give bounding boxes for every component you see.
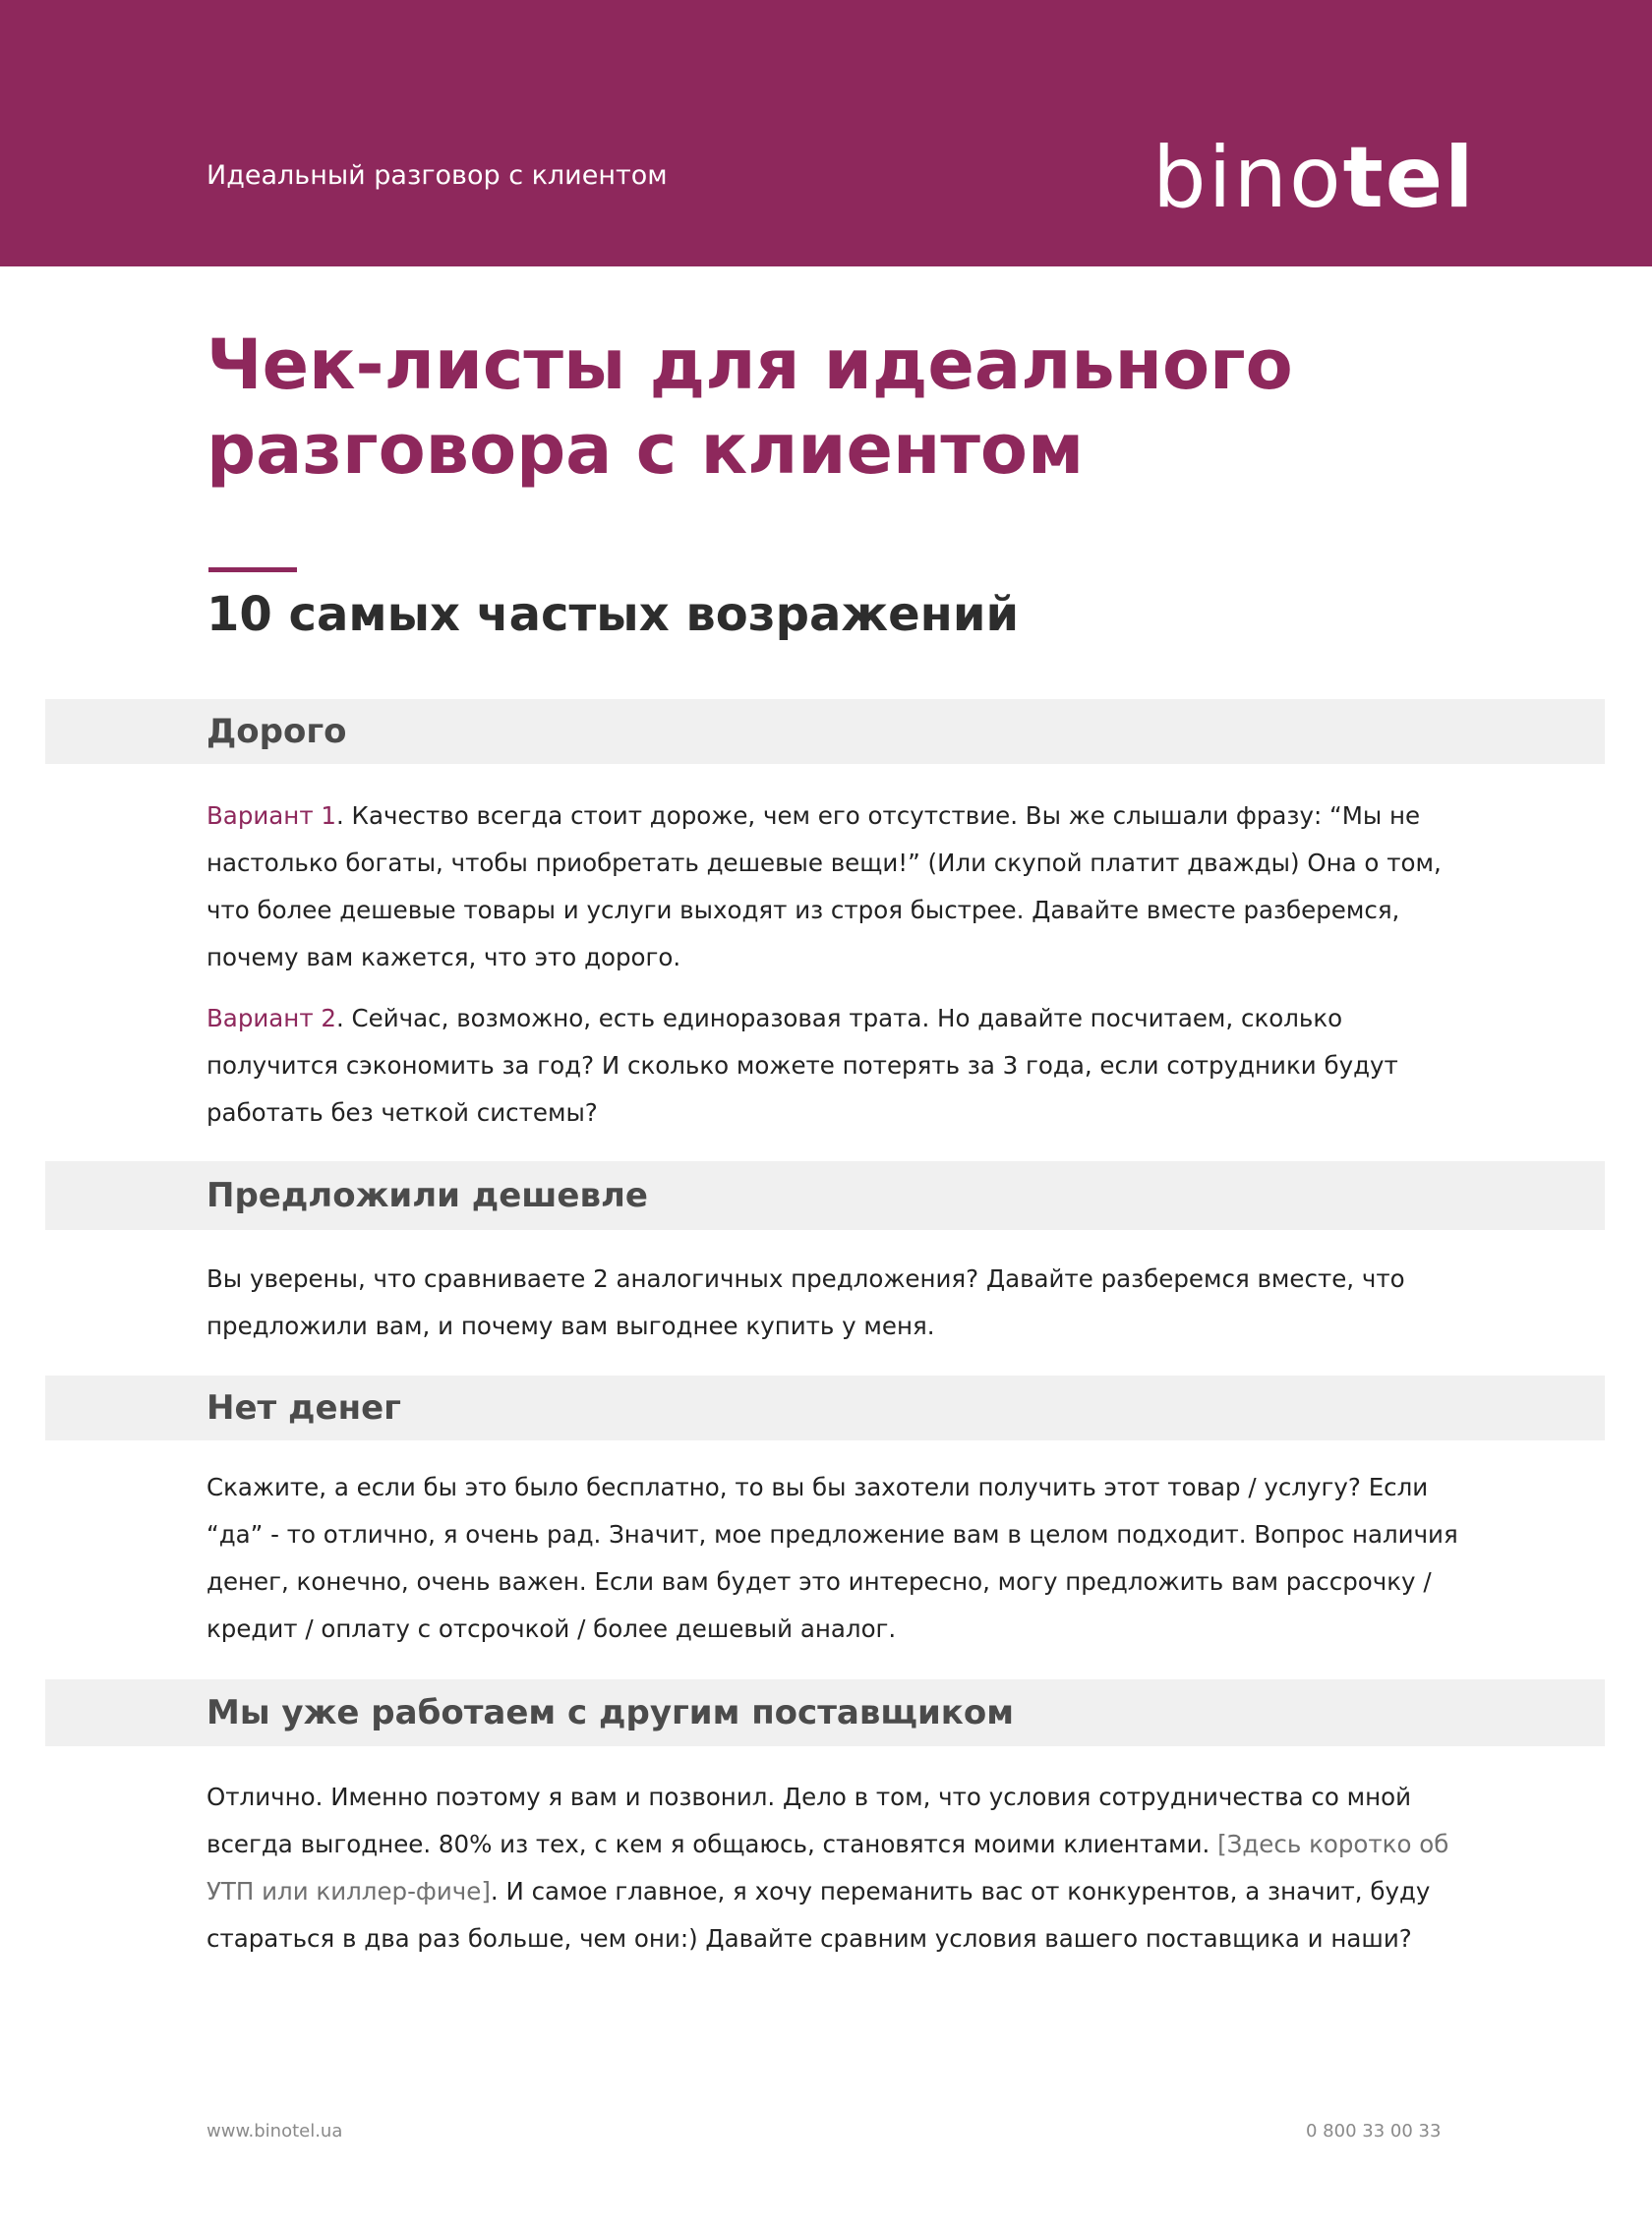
variant-label: Вариант 2 bbox=[206, 1004, 336, 1032]
section-paragraph bbox=[206, 995, 1465, 1137]
page-header bbox=[0, 0, 1652, 266]
section-paragraph: Вы уверены, что сравниваете 2 аналогичных предложения? Давайте разберемся вместе, что предложили вам, и почему вам выгоднее купить у меня. bbox=[206, 1264, 1405, 1340]
paragraph-text: . Качество всегда стоит дороже, чем его отсутствие. Вы же слышали фразу: “Мы не настолько богаты, чтобы приобретать дешевые вещи!” (Или скупой платит дважды) Она о том, что более дешевые товары и услуги выходят из строя быстрее. Давайте вместе разберемся, почему вам кажется, что это дорого. bbox=[206, 801, 1442, 971]
section-title: Дорого bbox=[206, 712, 347, 751]
paragraph-text: . И самое главное, я хочу переманить вас от конкурентов, а значит, буду стараться в два раз больше, чем они:) Давайте сравним условия вашего поставщика и наши? bbox=[206, 1877, 1431, 1953]
section-title: Нет денег bbox=[206, 1388, 401, 1428]
section-header-other-supplier bbox=[45, 1679, 1605, 1746]
section-paragraph bbox=[206, 1774, 1465, 1963]
section-paragraph bbox=[206, 792, 1465, 981]
footer-phone: 0 800 33 00 33 bbox=[1306, 2121, 1442, 2141]
footer-website: www.binotel.ua bbox=[206, 2121, 343, 2141]
placeholder-note: [Здесь коротко об УТП или киллер-фиче] bbox=[206, 1830, 1449, 1906]
variant-label: Вариант 1 bbox=[206, 801, 336, 830]
paragraph-text: Отлично. Именно поэтому я вам и позвонил. Дело в том, что условия сотрудничества со мной всегда выгоднее. 80% из тех, с кем я общаюсь, становятся моими клиентами. bbox=[206, 1783, 1412, 1858]
section-header-expensive bbox=[45, 699, 1605, 764]
section-header-no-money bbox=[45, 1376, 1605, 1440]
page-subtitle: 10 самых частых возражений bbox=[206, 587, 1020, 642]
header-title: Идеальный разговор с клиентом bbox=[206, 160, 668, 191]
paragraph-text: . Сейчас, возможно, есть единоразовая трата. Но давайте посчитаем, сколько получится сэкономить за год? И сколько можете потерять за 3 года, если сотрудники будут работать без четкой системы? bbox=[206, 1004, 1398, 1127]
page-title: Чек-листы для идеального разговора с клиентом bbox=[206, 324, 1293, 490]
logo-bold-part: tel bbox=[1342, 129, 1476, 227]
binotel-logo bbox=[1152, 129, 1476, 227]
accent-divider bbox=[208, 567, 297, 572]
section-header-cheaper-offer bbox=[45, 1161, 1605, 1230]
section-paragraph: Скажите, а если бы это было бесплатно, то вы бы захотели получить этот товар / услугу? Если “да” - то отлично, я очень рад. Значит, мое предложение вам в целом подходит. Вопрос наличия денег, конечно, очень важен. Если вам будет это интересно, могу предложить вам рассрочку / кредит / оплату с отсрочкой / более дешевый аналог. bbox=[206, 1473, 1458, 1643]
logo-light-part: bino bbox=[1152, 129, 1343, 227]
section-title: Предложили дешевле bbox=[206, 1176, 648, 1215]
section-title: Мы уже работаем с другим поставщиком bbox=[206, 1693, 1014, 1732]
